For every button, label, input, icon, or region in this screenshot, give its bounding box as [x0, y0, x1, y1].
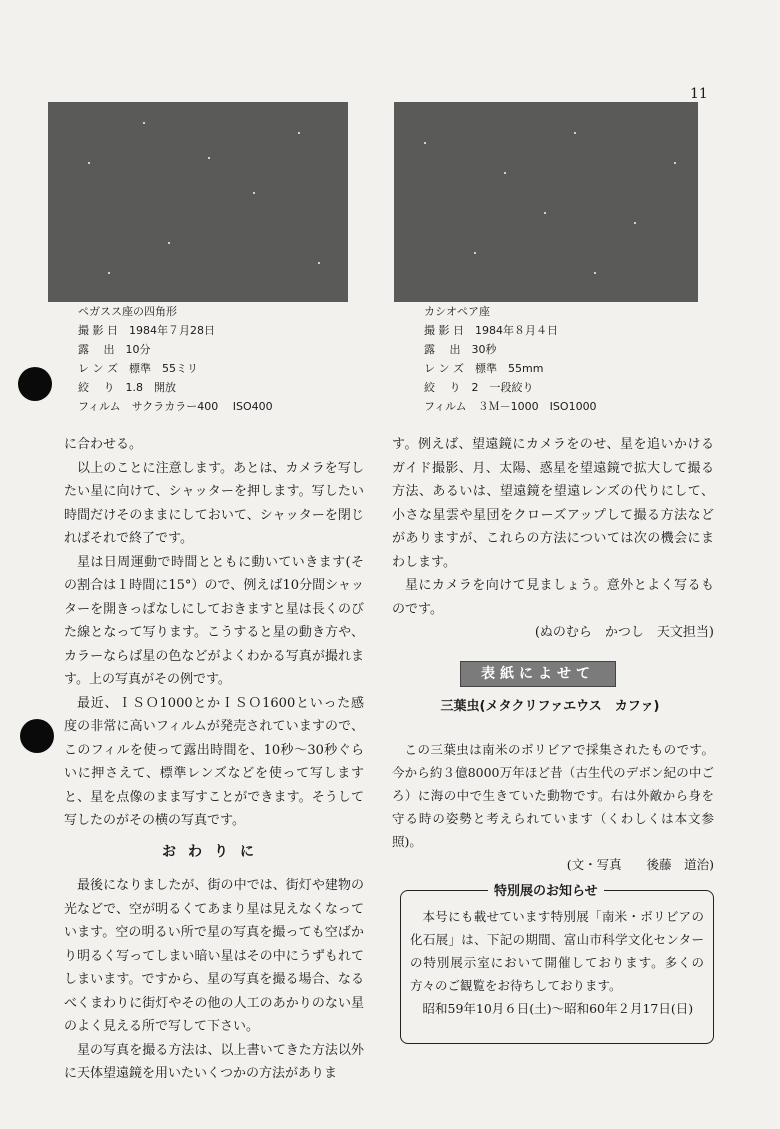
notice-title: 特別展のお知らせ [488, 880, 604, 899]
right-column [392, 433, 714, 645]
caption-label: レ ン ズ [78, 362, 118, 375]
binder-hole [18, 367, 52, 401]
caption-value: 1.8 開放 [125, 381, 176, 394]
caption-value: 標準 55ミリ [129, 362, 198, 375]
caption-value: 10分 [125, 343, 151, 356]
caption-label: フィルム [424, 400, 467, 413]
paragraph: 星の写真を撮る方法は、以上書いてきた方法以外に天体望遠鏡を用いたいくつかの方法がありま [64, 1042, 364, 1081]
paragraph: 最近、ＩＳＯ1000とかＩＳＯ1600といった感度の非常に高いフィルムが発売されていますので、このフィルを使って露出時間を、10秒～30秒ぐらいに押さえて、標準レンズなどを使って写しますと、星を点像のまま写すことができます。そうして写したのがその横の写真です。 [64, 695, 364, 828]
section-heading: おわりに [162, 843, 266, 860]
caption-value: 30秒 [471, 343, 497, 356]
caption-label: 撮 影 日 [424, 324, 464, 337]
caption-title: ペガスス座の四角形 [78, 305, 177, 318]
caption-label: フィルム [78, 400, 121, 413]
caption-label: 撮 影 日 [78, 324, 118, 337]
caption-label: 露 出 [78, 343, 115, 356]
caption-value: ３Ｍ－1000 ISO1000 [477, 400, 597, 413]
caption-value: 標準 55mm [475, 362, 544, 375]
author-credit: (ぬのむら かつし 天文担当) [534, 625, 714, 640]
caption-value: 1984年７月28日 [129, 324, 215, 337]
caption-label: 絞 り [78, 381, 115, 394]
paragraph: 最後になりましたが、街の中では、街灯や建物の光などで、空が明るくてあまり星は見えなくなっています。空の明るい所で星の写真を撮っても空ばかり明るく写ってしまい暗い星はその中にうずもれてしまいます。ですから、星の写真を撮る場合、なるべくまわりに街灯やその他の人工のあかりのない星のよく見える所で写して下さい。 [64, 878, 364, 1034]
paragraph: す。例えば、望遠鏡にカメラをのせ、星を追いかけるガイド撮影、月、太陽、惑星を望遠鏡で拡大して撮る方法、あるいは、望遠鏡を望遠レンズの代りにして、小さな星雲や星団をクローズアップして撮る方法などがありますが、これらの方法については次の機会にまわします。 [392, 437, 714, 570]
cassiopeia-caption [424, 302, 597, 416]
cassiopeia-photo [394, 102, 698, 302]
page-number: 11 [690, 86, 708, 102]
pegasus-photo [48, 102, 348, 302]
cover-text-block [392, 738, 714, 876]
paragraph: 以上のことに注意します。あとは、カメラを写したい星に向けて、シャッターを押します。写したい時間だけそのままにしておいて、シャッターを閉じればそれで終了です。 [64, 460, 364, 546]
caption-value: 1984年８月４日 [475, 324, 558, 337]
left-column [64, 433, 364, 1086]
paragraph: に合わせる。 [64, 437, 143, 452]
pegasus-caption [78, 302, 273, 416]
caption-label: 絞 り [424, 381, 461, 394]
caption-value: 2 一段絞り [471, 381, 534, 394]
caption-value: サクラカラー400 ISO400 [131, 400, 273, 413]
notice-text: 本号にも載せています特別展「南米・ボリビアの化石展」は、下記の期間、富山市科学文化センターの特別展示室において開催しております。多くの方々のご観覧をお待ちしております。 [410, 909, 704, 993]
paragraph: 星にカメラを向けて見ましょう。意外とよく写るものです。 [392, 578, 714, 617]
caption-title: カシオペア座 [424, 305, 490, 318]
notice-body [410, 905, 704, 1020]
cover-badge: 表紙によせて [460, 661, 616, 687]
cover-subtitle: 三葉虫(メタクリファエウス カファ) [440, 699, 660, 714]
cover-credit: (文・写真 後藤 道治) [566, 857, 714, 872]
binder-hole [20, 719, 54, 753]
notice-dates: 昭和59年10月６日(土)～昭和60年２月17日(日) [422, 1001, 694, 1016]
caption-label: 露 出 [424, 343, 461, 356]
paragraph: 星は日周運動で時間とともに動いていきます(その割合は１時間に15°）ので、例えば10分間シャッターを開きっぱなしにしておきますと星は長くのびた線となって写ります。こうすると星の動き方や、カラーならば星の色などがよくわかる写真が撮れます。上の写真がその例です。 [64, 554, 364, 687]
caption-label: レ ン ズ [424, 362, 464, 375]
cover-text: この三葉虫は南米のボリビアで採集されたものです。今から約３億8000万年ほど昔（古生代のデボン紀の中ごろ）に海の中で生きていた動物です。右は外敵から身を守る時の姿勢と考えられています（くわしくは本文参照)。 [392, 742, 714, 849]
